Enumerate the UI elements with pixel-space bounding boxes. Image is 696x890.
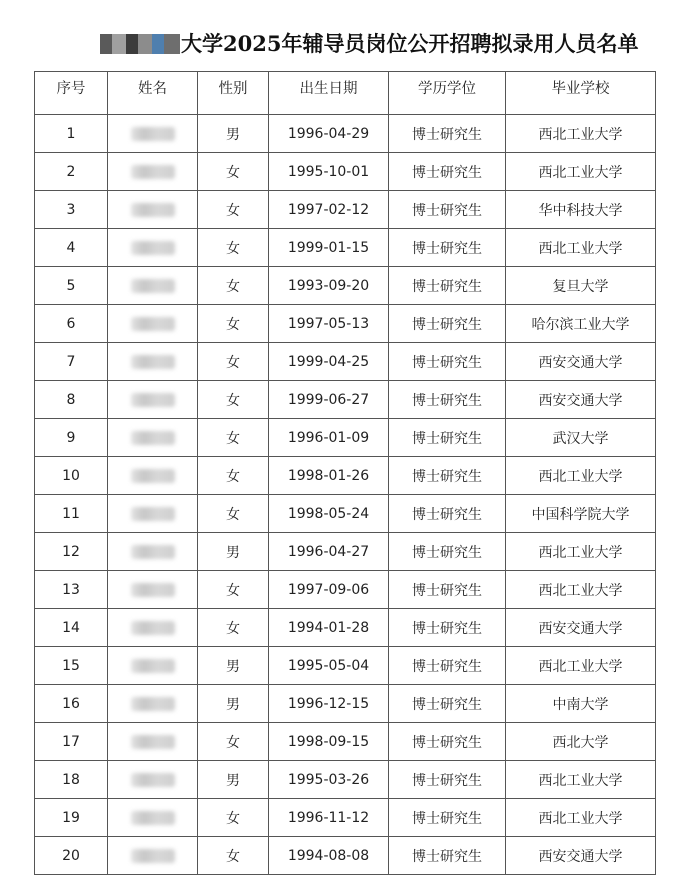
name-cell: [108, 685, 198, 723]
row-number: 3: [35, 191, 108, 229]
school-cell: 西安交通大学: [506, 381, 656, 419]
gender-cell: 男: [198, 761, 269, 799]
redacted-name-blur: [131, 469, 175, 483]
name-cell: [108, 267, 198, 305]
degree-cell: 博士研究生: [389, 571, 506, 609]
table-row: [35, 267, 656, 305]
name-cell: [108, 381, 198, 419]
redacted-name-mask: [100, 34, 180, 54]
table-row: [35, 761, 656, 799]
degree-cell: 博士研究生: [389, 723, 506, 761]
degree-cell: 博士研究生: [389, 229, 506, 267]
row-number: 10: [35, 457, 108, 495]
birth-date-cell: 1997-05-13: [269, 305, 389, 343]
school-cell: 西北工业大学: [506, 761, 656, 799]
mask-block: [164, 34, 180, 54]
degree-cell: 博士研究生: [389, 153, 506, 191]
redacted-name-blur: [131, 203, 175, 217]
page-title-row: [0, 28, 696, 60]
gender-cell: 男: [198, 533, 269, 571]
gender-cell: 女: [198, 305, 269, 343]
school-cell: 西北工业大学: [506, 457, 656, 495]
redacted-name-blur: [131, 773, 175, 787]
name-cell: [108, 305, 198, 343]
row-number: 4: [35, 229, 108, 267]
degree-cell: 博士研究生: [389, 457, 506, 495]
name-cell: [108, 571, 198, 609]
name-cell: [108, 837, 198, 875]
redacted-name-blur: [131, 507, 175, 521]
table-row: [35, 191, 656, 229]
degree-cell: 博士研究生: [389, 381, 506, 419]
gender-cell: 女: [198, 191, 269, 229]
table-row: [35, 381, 656, 419]
header-cell-school: 毕业学校: [506, 72, 656, 115]
table-row: [35, 837, 656, 875]
name-cell: [108, 419, 198, 457]
degree-cell: 博士研究生: [389, 609, 506, 647]
birth-date-cell: 1998-09-15: [269, 723, 389, 761]
redacted-name-blur: [131, 545, 175, 559]
degree-cell: 博士研究生: [389, 799, 506, 837]
birth-date-cell: 1998-05-24: [269, 495, 389, 533]
table-row: [35, 229, 656, 267]
row-number: 2: [35, 153, 108, 191]
row-number: 18: [35, 761, 108, 799]
degree-cell: 博士研究生: [389, 761, 506, 799]
table-row: [35, 571, 656, 609]
table-row: [35, 495, 656, 533]
redacted-name-blur: [131, 393, 175, 407]
mask-block: [138, 34, 152, 54]
table-row: [35, 533, 656, 571]
school-cell: 西安交通大学: [506, 343, 656, 381]
page-title: 大学2025年辅导员岗位公开招聘拟录用人员名单: [181, 31, 639, 56]
birth-date-cell: 1999-06-27: [269, 381, 389, 419]
table-row: [35, 457, 656, 495]
birth-date-cell: 1995-10-01: [269, 153, 389, 191]
gender-cell: 女: [198, 799, 269, 837]
school-cell: 中南大学: [506, 685, 656, 723]
school-cell: 西北工业大学: [506, 799, 656, 837]
name-cell: [108, 343, 198, 381]
name-cell: [108, 533, 198, 571]
redacted-name-blur: [131, 165, 175, 179]
hiring-list-table: [34, 71, 656, 875]
row-number: 17: [35, 723, 108, 761]
degree-cell: 博士研究生: [389, 837, 506, 875]
row-number: 19: [35, 799, 108, 837]
birth-date-cell: 1996-12-15: [269, 685, 389, 723]
birth-date-cell: 1994-08-08: [269, 837, 389, 875]
degree-cell: 博士研究生: [389, 495, 506, 533]
redacted-name-blur: [131, 127, 175, 141]
gender-cell: 男: [198, 115, 269, 153]
redacted-name-blur: [131, 431, 175, 445]
birth-date-cell: 1993-09-20: [269, 267, 389, 305]
school-cell: 西北工业大学: [506, 571, 656, 609]
redacted-name-blur: [131, 355, 175, 369]
row-number: 13: [35, 571, 108, 609]
table-row: [35, 343, 656, 381]
birth-date-cell: 1995-03-26: [269, 761, 389, 799]
gender-cell: 女: [198, 153, 269, 191]
school-cell: 华中科技大学: [506, 191, 656, 229]
name-cell: [108, 229, 198, 267]
row-number: 14: [35, 609, 108, 647]
mask-block: [126, 34, 138, 54]
gender-cell: 女: [198, 723, 269, 761]
redacted-name-blur: [131, 659, 175, 673]
mask-block: [112, 34, 126, 54]
table-header-row: [35, 72, 656, 115]
row-number: 7: [35, 343, 108, 381]
gender-cell: 女: [198, 609, 269, 647]
degree-cell: 博士研究生: [389, 647, 506, 685]
gender-cell: 女: [198, 837, 269, 875]
degree-cell: 博士研究生: [389, 533, 506, 571]
table-row: [35, 609, 656, 647]
school-cell: 西北工业大学: [506, 115, 656, 153]
school-cell: 西北工业大学: [506, 647, 656, 685]
table-row: [35, 419, 656, 457]
table-row: [35, 647, 656, 685]
redacted-name-blur: [131, 317, 175, 331]
row-number: 5: [35, 267, 108, 305]
name-cell: [108, 115, 198, 153]
header-cell-gender: 性别: [198, 72, 269, 115]
name-cell: [108, 495, 198, 533]
degree-cell: 博士研究生: [389, 267, 506, 305]
redacted-name-blur: [131, 583, 175, 597]
gender-cell: 男: [198, 647, 269, 685]
redacted-name-blur: [131, 735, 175, 749]
gender-cell: 女: [198, 381, 269, 419]
row-number: 20: [35, 837, 108, 875]
table-row: [35, 153, 656, 191]
redacted-name-blur: [131, 697, 175, 711]
school-cell: 西北大学: [506, 723, 656, 761]
birth-date-cell: 1996-11-12: [269, 799, 389, 837]
degree-cell: 博士研究生: [389, 305, 506, 343]
table-row: [35, 723, 656, 761]
school-cell: 西北工业大学: [506, 153, 656, 191]
gender-cell: 女: [198, 571, 269, 609]
header-cell-name: 姓名: [108, 72, 198, 115]
row-number: 9: [35, 419, 108, 457]
row-number: 11: [35, 495, 108, 533]
school-cell: 西安交通大学: [506, 837, 656, 875]
birth-date-cell: 1995-05-04: [269, 647, 389, 685]
mask-block: [100, 34, 112, 54]
redacted-name-blur: [131, 621, 175, 635]
header-cell-degree: 学历学位: [389, 72, 506, 115]
row-number: 16: [35, 685, 108, 723]
redacted-name-blur: [131, 241, 175, 255]
header-cell-birth-date: 出生日期: [269, 72, 389, 115]
name-cell: [108, 799, 198, 837]
row-number: 15: [35, 647, 108, 685]
header-cell-no: 序号: [35, 72, 108, 115]
birth-date-cell: 1997-02-12: [269, 191, 389, 229]
school-cell: 复旦大学: [506, 267, 656, 305]
redacted-name-blur: [131, 849, 175, 863]
gender-cell: 女: [198, 419, 269, 457]
row-number: 6: [35, 305, 108, 343]
redacted-name-blur: [131, 279, 175, 293]
school-cell: 西北工业大学: [506, 229, 656, 267]
birth-date-cell: 1996-04-27: [269, 533, 389, 571]
name-cell: [108, 609, 198, 647]
mask-block: [152, 34, 164, 54]
row-number: 12: [35, 533, 108, 571]
birth-date-cell: 1999-04-25: [269, 343, 389, 381]
birth-date-cell: 1994-01-28: [269, 609, 389, 647]
row-number: 8: [35, 381, 108, 419]
table-row: [35, 685, 656, 723]
name-cell: [108, 647, 198, 685]
degree-cell: 博士研究生: [389, 115, 506, 153]
row-number: 1: [35, 115, 108, 153]
gender-cell: 女: [198, 495, 269, 533]
birth-date-cell: 1997-09-06: [269, 571, 389, 609]
school-cell: 哈尔滨工业大学: [506, 305, 656, 343]
gender-cell: 女: [198, 343, 269, 381]
redacted-name-blur: [131, 811, 175, 825]
school-cell: 西安交通大学: [506, 609, 656, 647]
gender-cell: 女: [198, 229, 269, 267]
school-cell: 中国科学院大学: [506, 495, 656, 533]
table-row: [35, 799, 656, 837]
gender-cell: 女: [198, 267, 269, 305]
table-body: [35, 115, 656, 875]
name-cell: [108, 153, 198, 191]
birth-date-cell: 1998-01-26: [269, 457, 389, 495]
degree-cell: 博士研究生: [389, 343, 506, 381]
name-cell: [108, 723, 198, 761]
name-cell: [108, 457, 198, 495]
gender-cell: 女: [198, 457, 269, 495]
birth-date-cell: 1996-01-09: [269, 419, 389, 457]
degree-cell: 博士研究生: [389, 191, 506, 229]
name-cell: [108, 761, 198, 799]
birth-date-cell: 1996-04-29: [269, 115, 389, 153]
table-row: [35, 115, 656, 153]
name-cell: [108, 191, 198, 229]
birth-date-cell: 1999-01-15: [269, 229, 389, 267]
degree-cell: 博士研究生: [389, 419, 506, 457]
table-row: [35, 305, 656, 343]
school-cell: 武汉大学: [506, 419, 656, 457]
school-cell: 西北工业大学: [506, 533, 656, 571]
degree-cell: 博士研究生: [389, 685, 506, 723]
gender-cell: 男: [198, 685, 269, 723]
